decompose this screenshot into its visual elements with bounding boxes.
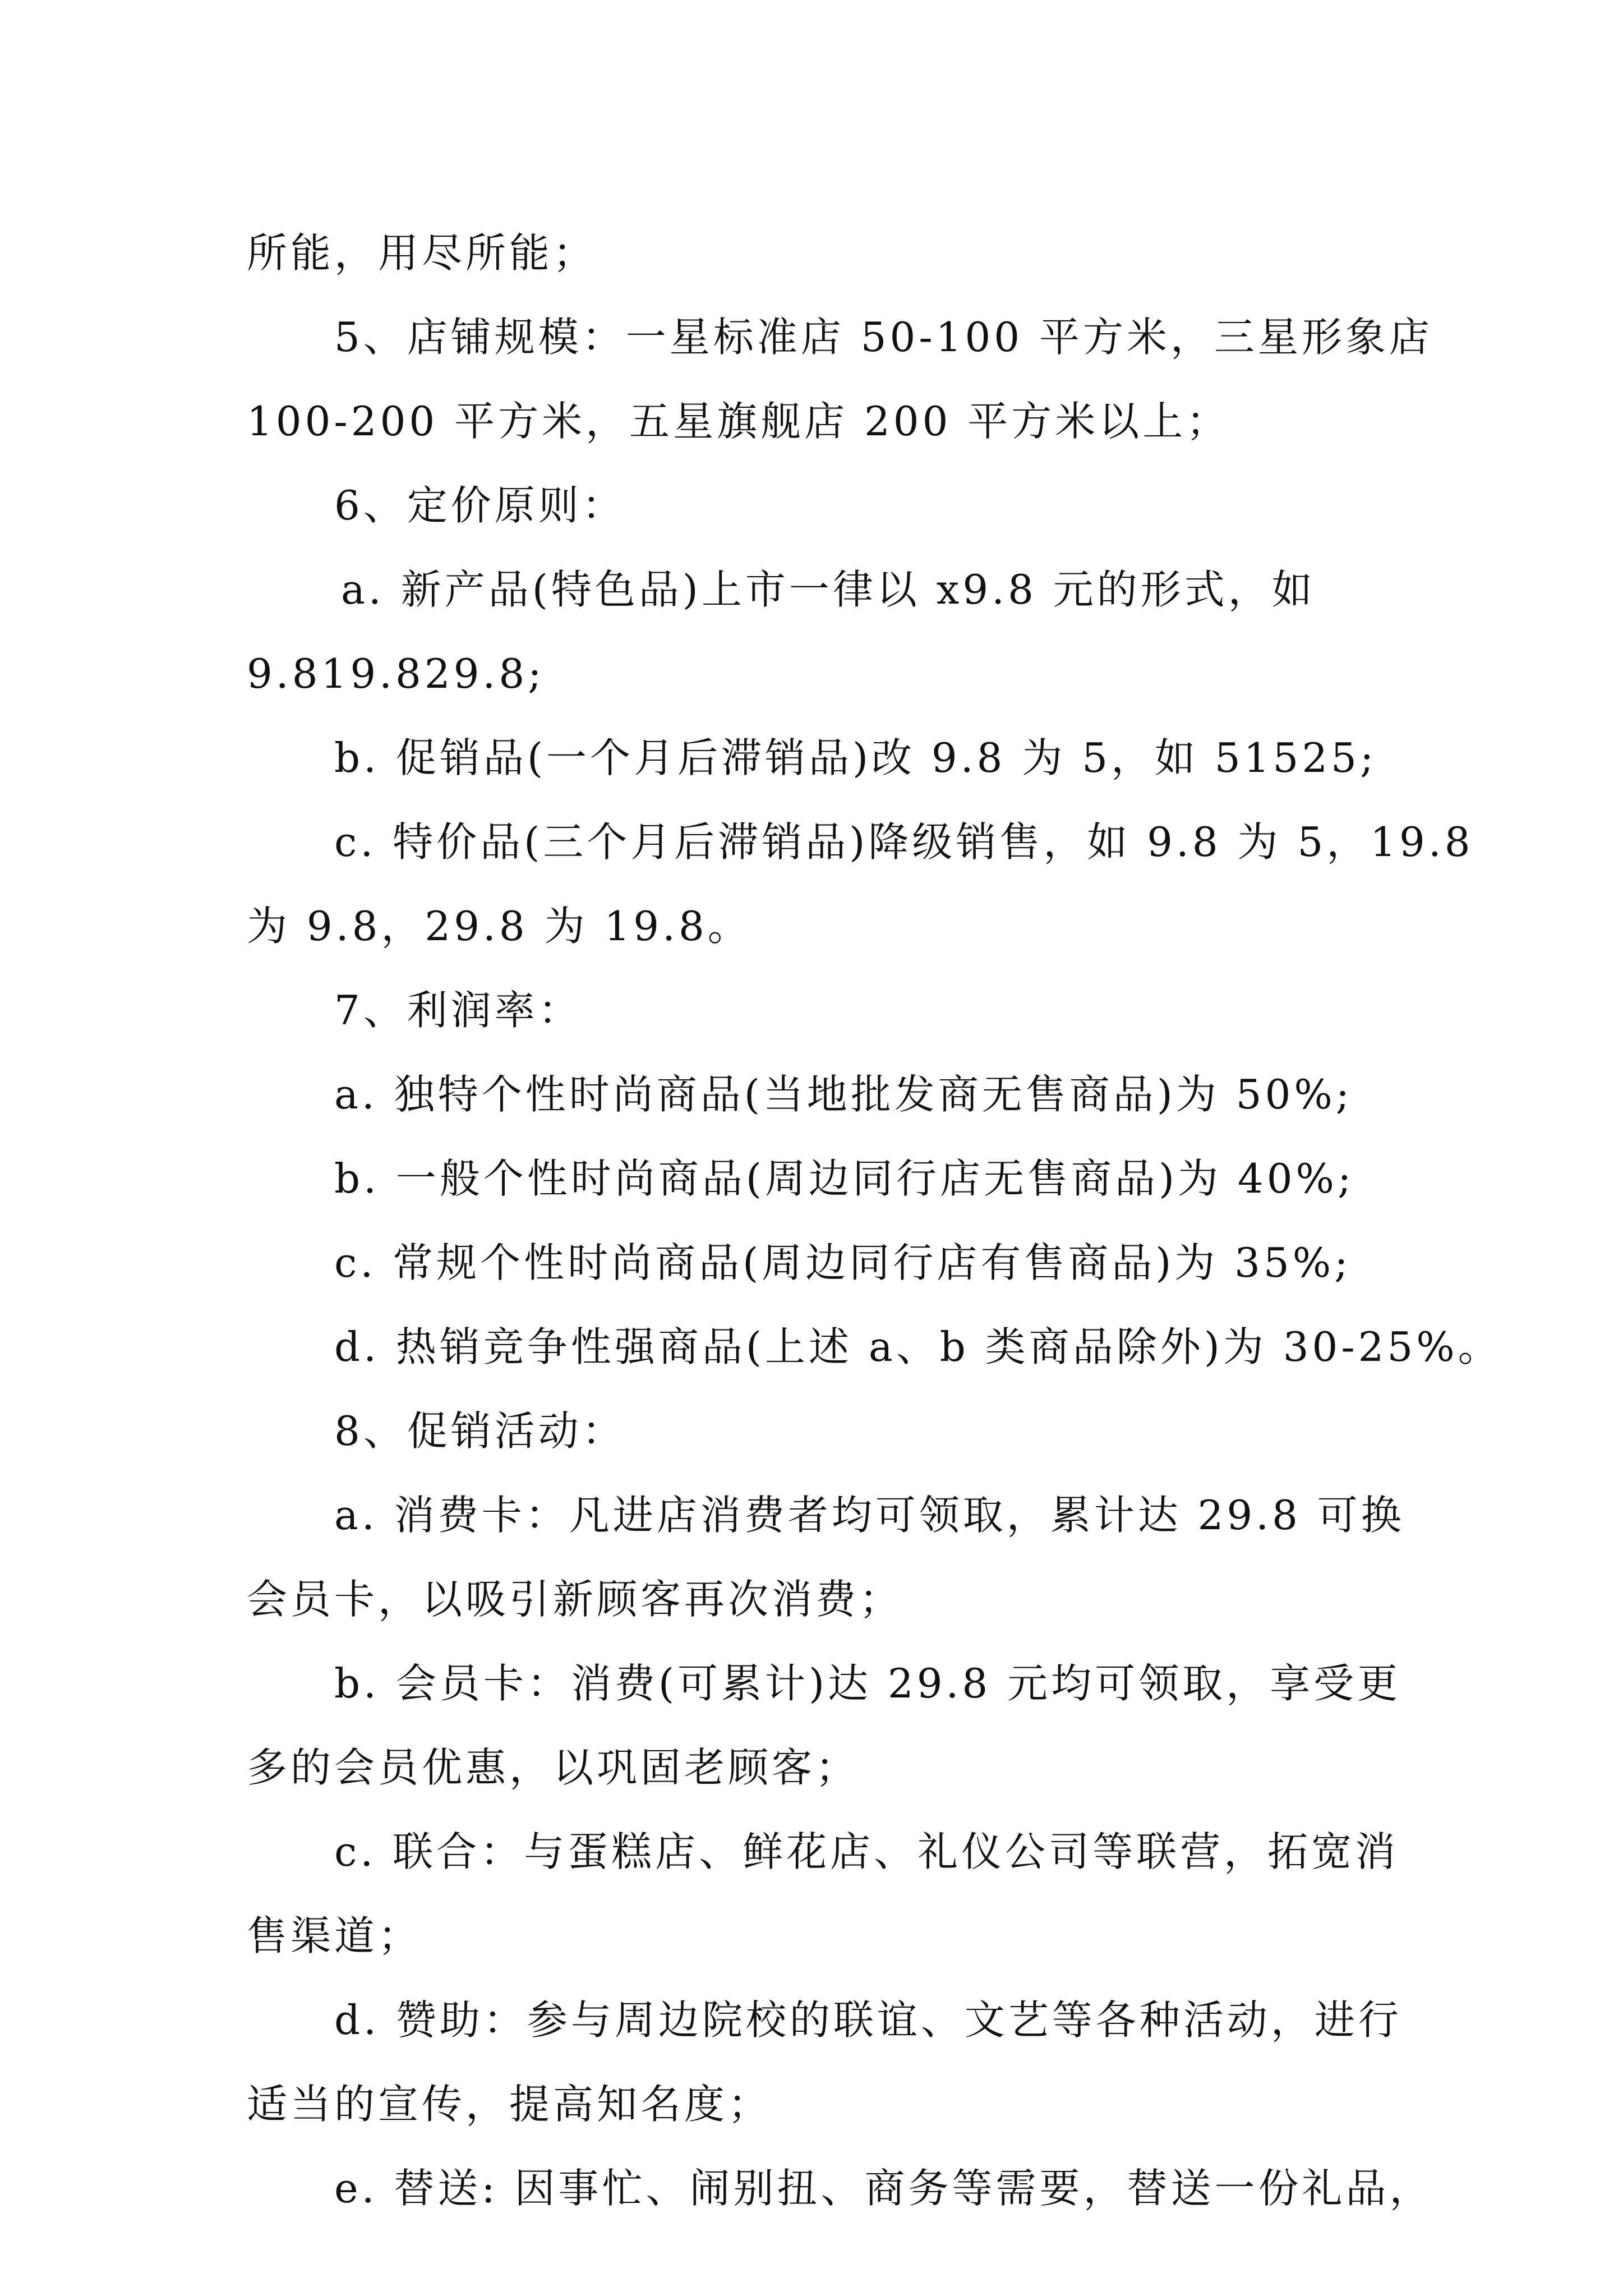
text-line: b. 一般个性时尚商品(周边同行店无售商品)为 40%; <box>334 1155 1355 1202</box>
text-line: 售渠道； <box>247 1912 422 1959</box>
text-line: 所能，用尽所能； <box>247 229 597 277</box>
text-line: 8、促销活动： <box>334 1407 626 1455</box>
text-line: 9.819.829.8; <box>247 650 545 697</box>
text-line: e. 替送: 因事忙、闹别扭、商务等需要，替送一份礼品， <box>334 2165 1433 2212</box>
text-line: b. 促销品(一个月后滞销品)改 9.8 为 5，如 51525; <box>334 734 1377 781</box>
text-line: 6、定价原则： <box>334 482 626 529</box>
text-line: 适当的宣传，提高知名度； <box>247 2081 772 2128</box>
text-line: a. 新产品(特色品)上市一律以 x9.8 元的形式，如 <box>341 566 1316 613</box>
text-line: c. 常规个性时尚商品(周边同行店有售商品)为 35%; <box>334 1239 1352 1286</box>
text-line: c. 特价品(三个月后滞销品)降级销售，如 9.8 为 5，19.8 <box>334 818 1474 866</box>
document-body <box>247 211 1502 2230</box>
text-line: d. 赞助：参与周边院校的联谊、文艺等各种活动，进行 <box>334 1996 1402 2044</box>
text-line: 5、店铺规模：一星标准店 50-100 平方米，三星形象店 <box>334 314 1433 361</box>
text-line: d. 热销竞争性强商品(上述 a、b 类商品除外)为 30-25%。 <box>334 1323 1502 1370</box>
text-line: c. 联合：与蛋糕店、鲜花店、礼仪公司等联营，拓宽消 <box>334 1828 1399 1875</box>
text-line: 会员卡，以吸引新顾客再次消费； <box>247 1576 903 1623</box>
text-line: 为 9.8，29.8 为 19.8。 <box>247 903 751 950</box>
text-line: a. 消费卡：凡进店消费者均可领取，累计达 29.8 可换 <box>334 1492 1405 1539</box>
text-line: b. 会员卡：消费(可累计)达 29.8 元均可领取，享受更 <box>334 1660 1401 1707</box>
text-line: 多的会员优惠，以巩固老顾客； <box>247 1744 860 1791</box>
text-line: a. 独特个性时尚商品(当地批发商无售商品)为 50%; <box>334 1071 1353 1118</box>
text-line: 7、利润率： <box>334 987 582 1034</box>
text-line: 100-200 平方米，五星旗舰店 200 平方米以上； <box>247 398 1230 445</box>
